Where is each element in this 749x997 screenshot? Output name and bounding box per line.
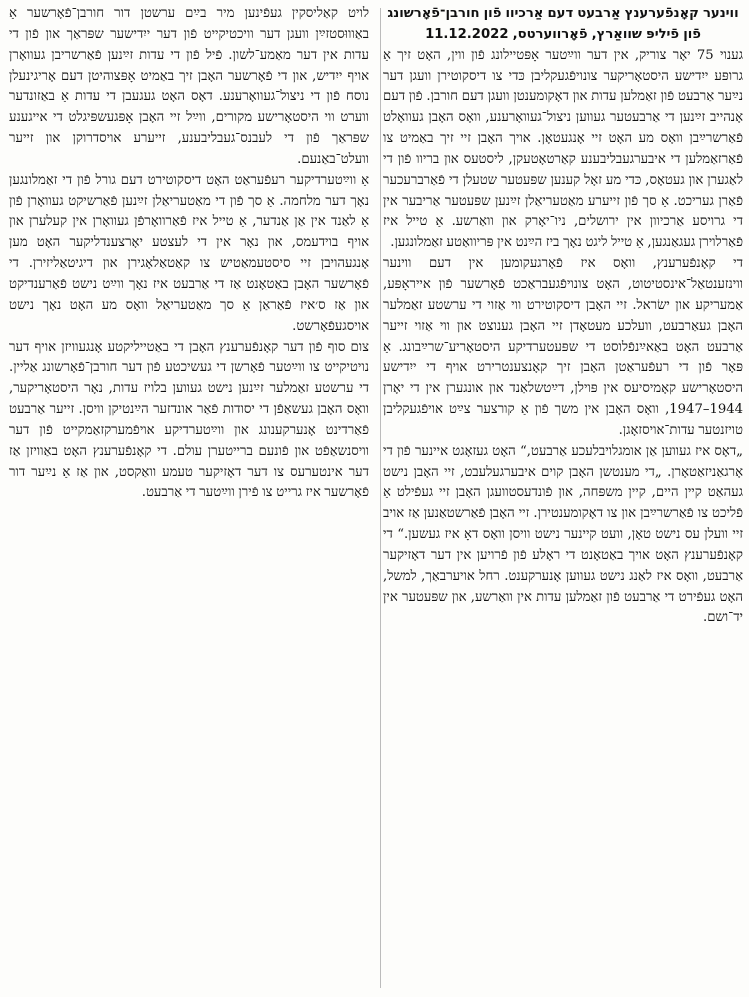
left-column — [9, 4, 369, 993]
article-paragraph: לויט קאַליסקין געפֿינען מיר בײַם ערשטן דור חורבן־פֿאָרשער אַ באַוווּסטזײַן וועגן דער וויכטיקייט פֿון דער ייִדישער שפּראַך און פֿון די עדות אין דער מאַמע־לשון. פֿיל פֿון די עדות זײַנען פֿאַרשריבן געוואָרן אויף ייִדיש, און די פֿאָרשער האָבן זיך באַמיט אָפּצוהיטן דעם אָריגינעלן נוסח פֿון די ניצול־געוואָרענע. דאָס האָט געגעבן די עדות אַ באַזונדער ווערט ווי היסטאָרישע מקורים, ווײַל זיי האָבן אָפּגעשפּיגלט די אייגענע שפּראַך פֿון די לעבנס־געבליבענע, זייערע אויסדרוקן און זייער וועלט־באַנעם. — [9, 6, 369, 167]
article-paragraph: גענוי 75 יאָר צוריק, אין דער ווײַטער אָפּטיילונג פֿון ווין, האָט זיך אַ גרופּע ייִדישע היסטאָריקער צונויפֿגעקליבן כּדי צו דיסקוטירן וועגן דער נײַער אַרבעט פֿון זאַמלען עדות און דאָקומענטן וועגן דעם חורבן. פֿון דעם אָנהייב זײַנען די אַרבעטער געווען ניצול־געוואָרענע, וואָס האָבן געוואָלט פֿאַרשרײַבן וואָס מע האָט זיי אָנגעטאָן. אויך האָבן זיי זיך באַמיט צו פֿאַרזאַמלען די איבערגעבליבענע קאַרטאָטעקן, ליסטעס און בריוו פֿון די לאַגערן און געטאָס, כּדי מע זאָל קענען שפּעטער שטעלן די פֿאַרברעכער פֿאַרן געריכט. אַ סך פֿון זייערע מאַטעריאַלן זײַנען שפּעטער אַריבער אין די גרויסע אַרכיוון אין ירושלים, ניו־יאָרק און וואַרשע. אַ טייל איז פֿאַרלוירן געגאַנגען, אַ טייל ליגט נאָך ביז הײַנט אין פּריוואַטע זאַמלונגען. — [383, 47, 743, 251]
article-paragraph: צום סוף פֿון דער קאָנפֿערענץ האָבן די באַטייליקטע אָנגעוויזן אויף דער נויטיקייט צו ווײַטער פֿאָרשן די געשיכטע פֿון דער חורבן־פֿאָרשונג אַליין. די ערשטע זאַמלער זײַנען נישט געווען בלויז עדות, נאָר היסטאָריקער, וואָס האָבן געשאַפֿן די יסודות פֿאַר אונדזער הײַנטיקן וויסן. זייער אַרבעט פֿאַרדינט אָנערקענונג און ווײַטערדיקע אויפֿמערקזאַמקייט פֿון דער וויסנשאַפֿט און פֿונעם ברייטערן עולם. די קאָנפֿערענץ האָט באַוויזן אַז דער אינטערעס צו דער דאָזיקער טעמע וואַקסט, און אַז אַ נײַער דור פֿאָרשער איז גרייט צו פֿירן ווײַטער די אַרבעט. — [9, 339, 369, 501]
column-divider — [380, 8, 381, 988]
article-paragraph: די קאָנפֿערענץ, וואָס איז פֿאָרגעקומען אין דעם ווינער ווינזענטאַל־אינסטיטוט, האָט צונויפֿגעבראַכט פֿאָרשער פֿון אייראָפּע, אַמעריקע און ישׂראל. זיי האָבן דיסקוטירט ווי אַזוי די ערשטע זאַמלער האָבן געאַרבעט, וועלכע מעטאָדן זיי האָבן גענוצט און ווי אַזוי זייער אַרבעט האָט באַאײַנפֿלוסט די שפּעטערדיקע היסטאָריע־שרײַבונג. אַ פּאָר פֿון די רעפֿעראַטן האָבן זיך קאָנצענטרירט אויף די ייִדישע היסטאָרישע קאָמיסיעס אין פּוילן, דײַטשלאַנד און אונגערן אין די יאָרן 1944–1947, וואָס האָבן אין משך פֿון אַ קורצער צײַט אויפֿגעקליבן טויזנטער עדות־אויסזאָגן. — [383, 256, 743, 438]
article-paragraph: „דאָס איז געווען אַן אומגלויבלעכע אַרבעט,“ האָט געזאָגט איינער פֿון די אָרגאַניזאַטאָרן. „די מענטשן האָבן קוים איבערגעלעבט, זיי האָבן נישט געהאַט קיין היים, קיין משפּחה, און פֿונדעסטוועגן האָבן זיי געפֿילט אַ פֿליכט צו פֿאַרשרײַבן און צו דאָקומענטירן. זיי האָבן פֿאַרשטאַנען אַז אויב זיי וועלן עס נישט טאָן, וועט קיינער נישט וויסן וואָס דאָ איז געשען.“ די קאָנפֿערענץ האָט אויך באַטאָנט די ראָלע פֿון פֿרויען אין דער דאָזיקער אַרבעט, וואָס איז לאַנג נישט געווען אָנערקענט. רחל אויערבאַך, למשל, האָט געפֿירט די אַרבעט פֿון זאַמלען עדות אין וואַרשע, און שפּעטער אין יד־ושם. — [383, 443, 743, 626]
right-column — [383, 4, 743, 993]
article-byline: פֿון פֿיליפּ שוואַרץ, פֿאָרווערטס, 11.12.2022 — [425, 26, 701, 42]
article-paragraph: אַ ווײַטערדיקער רעפֿעראַט האָט דיסקוטירט דעם גורל פֿון די זאַמלונגען נאָך דער מלחמה. אַ סך פֿון די מאַטעריאַלן זײַנען פֿאַרשיקט געוואָרן פֿון אַ לאַנד אין אַן אַנדער, אַ טייל איז פֿאַרוואָרפֿן געוואָרן אין קעלערן און אויף בוידעמס, און נאָר אין די לעצטע יאָרצענדליקער האָט מען אָנגעהויבן זיי סיסטעמאַטיש צו קאַטאַלאָגירן און דיגיטאַליזירן. די פֿאָרשער האָבן באַטאָנט אַז די אַרבעט איז נאָך ווײַט נישט פֿאַרענדיקט און אַז ס׳איז פֿאַראַן אַ סך מאַטעריאַל וואָס מע האָט נאָך נישט אויסגעפֿאָרשט. — [9, 172, 369, 334]
article-headline: ווינער קאָנפֿערענץ אַרבעט דעם אַרכיוו פֿון חורבן־פֿאָרשונג — [387, 6, 739, 21]
